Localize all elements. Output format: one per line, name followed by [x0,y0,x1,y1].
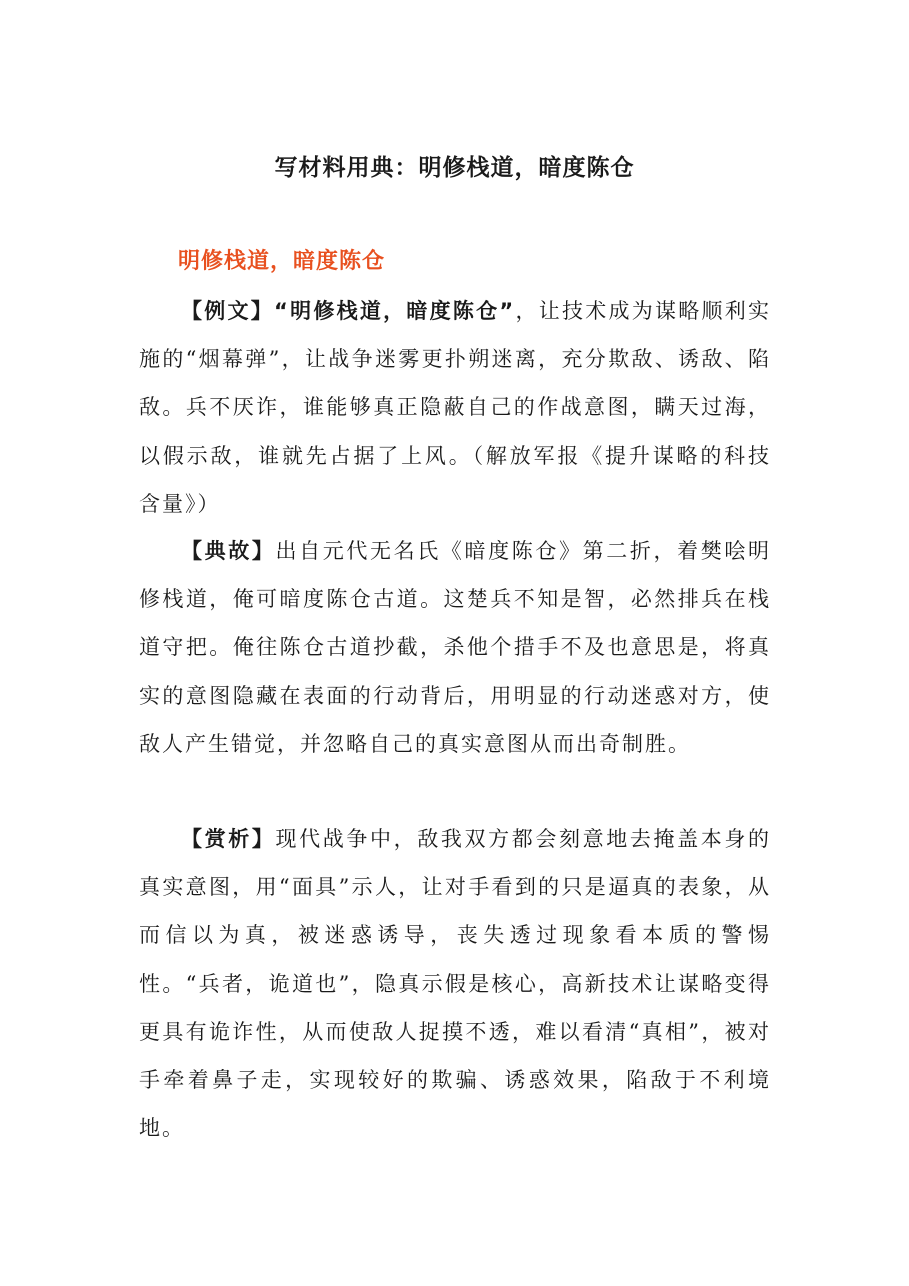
analysis-text: 现代战争中，敌我双方都会刻意地去掩盖本身的真实意图，用“面具”示人，让对手看到的只是逼真的表象，从而信以为真，被迷惑诱导，丧失透过现象看本质的警惕性。“兵者，诡道也”，隐真示假是核心，高新技术让谋略变得更具有诡诈性，从而使敌人捉摸不透，难以看清“真相”，被对手牵着鼻子走，实现较好的欺骗、诱惑效果，陷敌于不利境地。 [139,827,771,1141]
example-text: ，让技术成为谋略顺利实施的“烟幕弹”，让战争迷雾更扑朔迷离，充分欺敌、诱敌、陷敌。兵不厌诈，谁能够真正隐蔽自己的作战意图，瞒天过海，以假示敌，谁就先占据了上风。（解放军报《提升谋略的科技含量》） [139,299,772,516]
source-tag: 【典故】 [181,539,276,563]
source-paragraph [139,527,771,768]
source-text: 出自元代无名氏《暗度陈仓》第二折，着樊哙明修栈道，俺可暗度陈仓古道。这楚兵不知是智，必然排兵在栈道守把。俺往陈仓古道抄截，杀他个措手不及也意思是，将真实的意图隐藏在表面的行动背后，用明显的行动迷惑对方，使敌人产生错觉，并忽略自己的真实意图从而出奇制胜。 [139,539,771,756]
section-heading: 明修栈道，暗度陈仓 [178,249,386,274]
analysis-paragraph [139,815,771,1152]
example-tag: 【例文】 [181,299,275,323]
example-paragraph [139,287,771,528]
analysis-tag: 【赏析】 [181,827,276,851]
document-title: 写材料用典：明修栈道，暗度陈仓 [274,155,635,181]
example-quote: “明修栈道，暗度陈仓” [274,299,516,323]
